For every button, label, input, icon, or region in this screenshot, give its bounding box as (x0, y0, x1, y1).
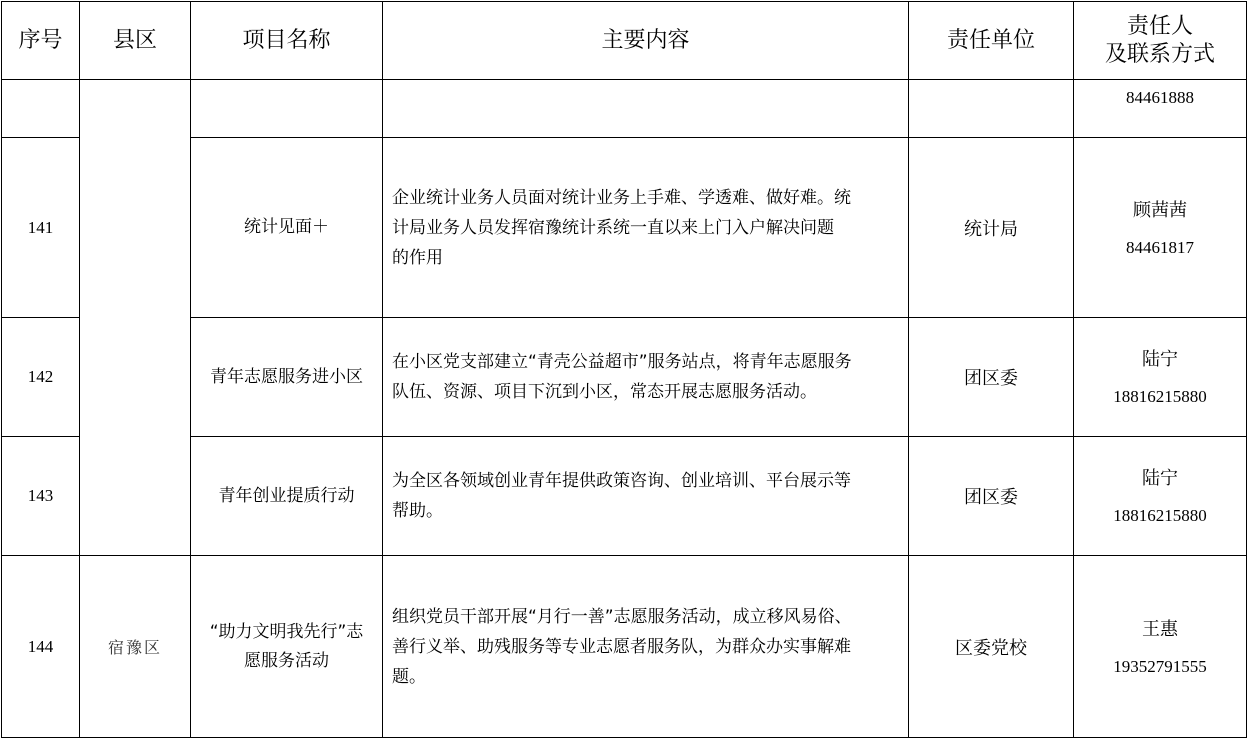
contact-person: 王惠 (1142, 618, 1178, 640)
cell-county-merged (80, 80, 191, 138)
contact-phone: 84461888 (1126, 88, 1194, 107)
cell-county: 宿豫区 (80, 556, 191, 738)
cell-content (383, 138, 909, 318)
project-name-line: 青年创业提质行动 (218, 485, 355, 506)
header-content: 主要内容 (383, 2, 909, 80)
content-line: 队伍、资源、项目下沉到小区，常态开展志愿服务活动。 (392, 382, 817, 402)
content-line: 在小区党支部建立“青壳公益超市”服务站点，将青年志愿服务 (392, 352, 852, 372)
contact-phone: 18816215880 (1113, 506, 1207, 525)
header-county: 县区 (80, 2, 191, 80)
project-name-line: 愿服务活动 (244, 650, 329, 671)
cell-seq: 144 (2, 556, 80, 738)
content-line: 计局业务人员发挥宿豫统计系统一直以来上门入户解决问题 (392, 217, 834, 238)
project-table (1, 1, 1247, 738)
cell-contact (1074, 318, 1247, 437)
project-name-line: “助力文明我先行”志 (209, 621, 364, 642)
cell-contact (1074, 437, 1247, 556)
header-contact (1074, 2, 1247, 80)
cell-contact (1074, 556, 1247, 738)
cell-contact-continued (1074, 80, 1247, 138)
header-contact-line1: 责任人 (1126, 13, 1193, 39)
cell-unit: 统计局 (909, 138, 1074, 318)
contact-person: 陆宁 (1142, 468, 1178, 489)
cell-content (383, 437, 909, 556)
cell-county-merged (80, 437, 191, 556)
cell-unit: 团区委 (909, 318, 1074, 437)
content-line: 组织党员干部开展“月行一善”志愿服务活动，成立移风易俗、 (392, 606, 852, 627)
cell-project (191, 318, 383, 437)
cell-seq: 142 (2, 318, 80, 437)
cell-content (383, 556, 909, 738)
contact-person: 顾茜茜 (1133, 199, 1187, 221)
table-row (2, 138, 1247, 318)
cell-seq: 143 (2, 437, 80, 556)
cell-county-merged (80, 138, 191, 318)
header-row (2, 2, 1247, 80)
cell-contact (1074, 138, 1247, 318)
cell-seq: 141 (2, 138, 80, 318)
table-row (2, 318, 1247, 437)
cell-county-merged (80, 318, 191, 437)
cell-content (383, 318, 909, 437)
table-row-continued (2, 80, 1247, 138)
cell-unit-continued (909, 80, 1074, 138)
content-line: 题。 (392, 666, 426, 687)
cell-project (191, 437, 383, 556)
header-contact-line2: 及联系方式 (1104, 41, 1215, 67)
contact-phone: 19352791555 (1113, 656, 1207, 676)
cell-unit: 团区委 (909, 437, 1074, 556)
contact-person: 陆宁 (1142, 349, 1178, 370)
content-line: 企业统计业务人员面对统计业务上手难、学透难、做好难。统 (392, 187, 851, 208)
cell-project (191, 556, 383, 738)
project-name-line: 青年志愿服务进小区 (210, 366, 363, 387)
cell-content-continued (383, 80, 909, 138)
cell-project-continued (191, 80, 383, 138)
cell-project (191, 138, 383, 318)
cell-unit: 区委党校 (909, 556, 1074, 738)
contact-phone: 84461817 (1126, 237, 1194, 257)
content-line: 的作用 (392, 247, 443, 268)
contact-phone: 18816215880 (1113, 387, 1207, 406)
table-row (2, 556, 1247, 738)
cell-seq-continued (2, 80, 80, 138)
content-line: 善行义举、助残服务等专业志愿者服务队，为群众办实事解难 (392, 636, 851, 657)
content-line: 帮助。 (392, 501, 443, 521)
header-project: 项目名称 (191, 2, 383, 80)
project-name-line: 统计见面＋ (244, 217, 329, 237)
header-unit: 责任单位 (909, 2, 1074, 80)
content-line: 为全区各领域创业青年提供政策咨询、创业培训、平台展示等 (392, 471, 851, 491)
table-row (2, 437, 1247, 556)
header-seq: 序号 (2, 2, 80, 80)
